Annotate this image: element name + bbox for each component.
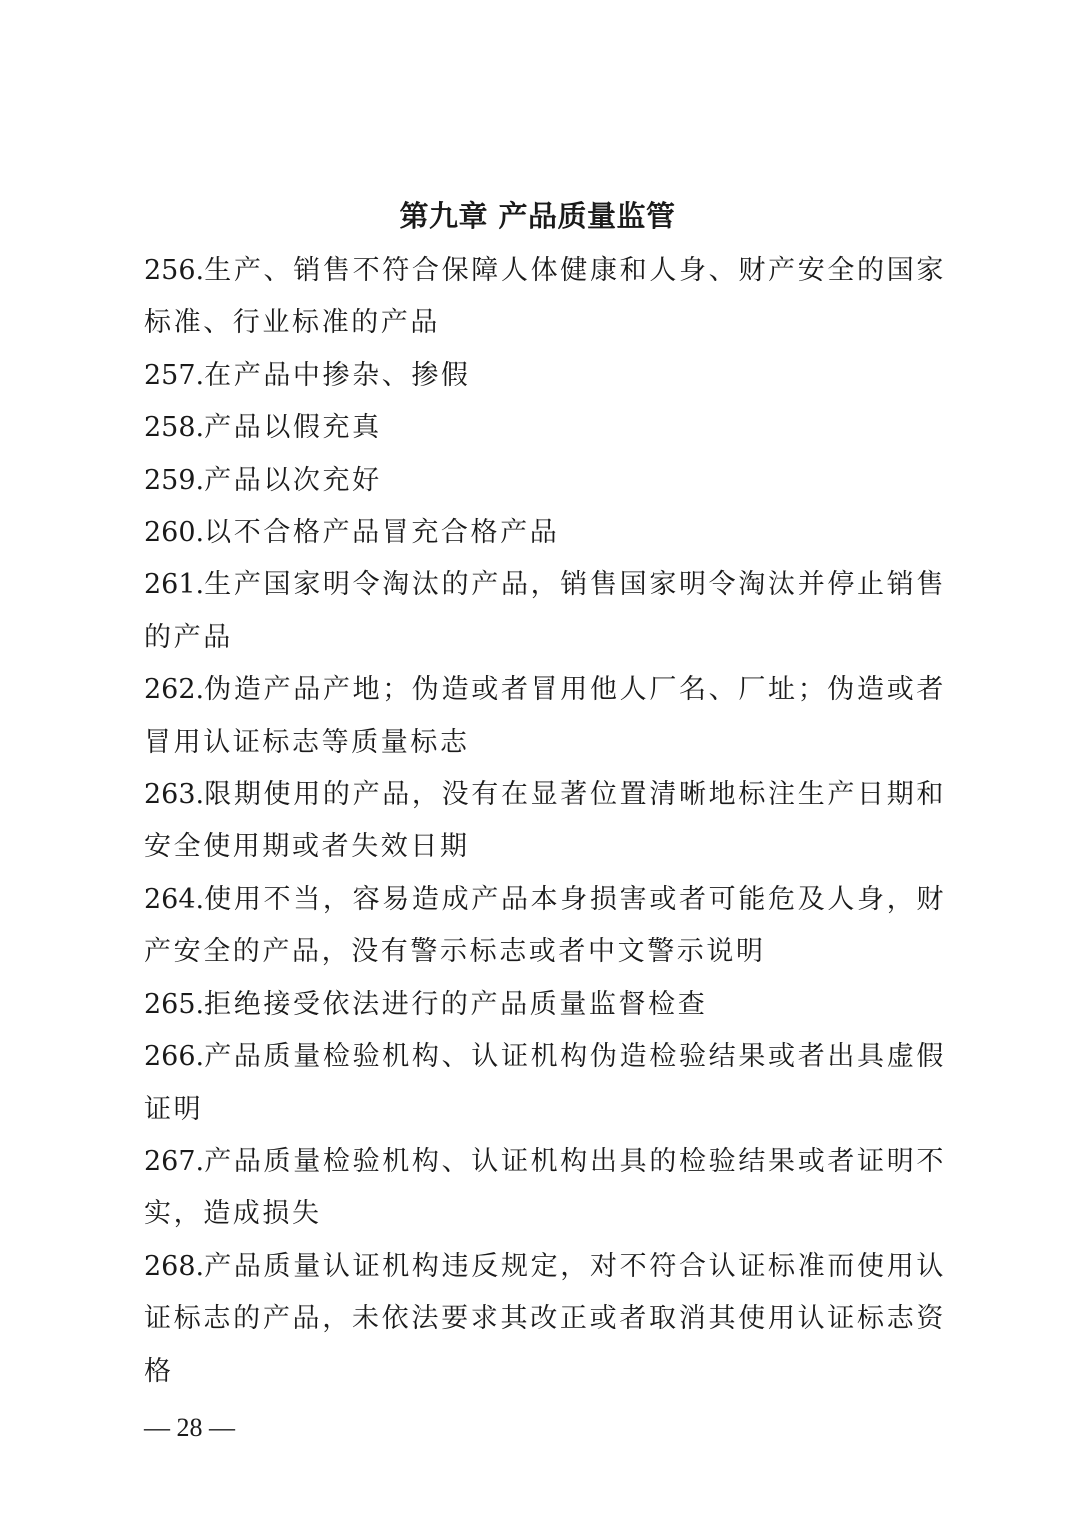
item-text: 使用不当，容易造成产品本身损害或者可能危及人身，财产安全的产品，没有警示标志或者中文警示说明 [144,883,946,968]
list-item [144,402,946,454]
list-item [144,245,946,350]
item-number: 259. [144,464,205,496]
list-item [144,507,946,559]
page-number: — 28 — [144,1413,235,1442]
item-text: 产品质量检验机构、认证机构伪造检验结果或者出具虚假证明 [144,1041,946,1125]
item-text: 产品以假充真 [204,412,382,444]
item-text: 产品以次充好 [204,464,382,496]
list-item [144,1136,946,1241]
item-text: 产品质量认证机构违反规定，对不符合认证标准而使用认证标志的产品，未依法要求其改正或者取消其使用认证标志资格 [144,1250,946,1387]
item-number: 268. [144,1250,205,1282]
item-text: 在产品中掺杂、掺假 [204,359,471,391]
item-number: 263. [144,779,205,811]
item-number: 260. [144,517,205,549]
list-item [144,1241,946,1398]
list-item [144,350,946,402]
list-item [144,979,946,1031]
list-item [144,769,946,874]
item-number: 258. [144,412,205,444]
item-number: 262. [144,674,205,706]
item-text: 产品质量检验机构、认证机构出具的检验结果或者证明不实，造成损失 [144,1145,946,1230]
item-text: 限期使用的产品，没有在显著位置清晰地标注生产日期和安全使用期或者失效日期 [144,779,946,863]
item-number: 257. [144,359,205,391]
list-item [144,874,946,979]
item-number: 265. [144,988,205,1020]
regulation-item-list [144,245,946,1398]
item-number: 264. [144,883,205,915]
chapter-title: 第九章 产品质量监管 [399,199,676,233]
list-item [144,455,946,507]
item-number: 261. [144,569,205,601]
item-number: 266. [144,1041,205,1073]
item-text: 拒绝接受依法进行的产品质量监督检查 [204,988,708,1020]
item-number: 256. [144,255,205,286]
item-text: 生产国家明令淘汰的产品，销售国家明令淘汰并停止销售的产品 [144,569,946,653]
item-number: 267. [144,1145,205,1177]
item-text: 以不合格产品冒充合格产品 [204,517,560,549]
item-text: 生产、销售不符合保障人体健康和人身、财产安全的国家标准、行业标准的产品 [144,255,946,339]
list-item [144,1031,946,1136]
list-item [144,559,946,664]
item-text: 伪造产品产地；伪造或者冒用他人厂名、厂址；伪造或者冒用认证标志等质量标志 [144,674,946,758]
list-item [144,664,946,769]
